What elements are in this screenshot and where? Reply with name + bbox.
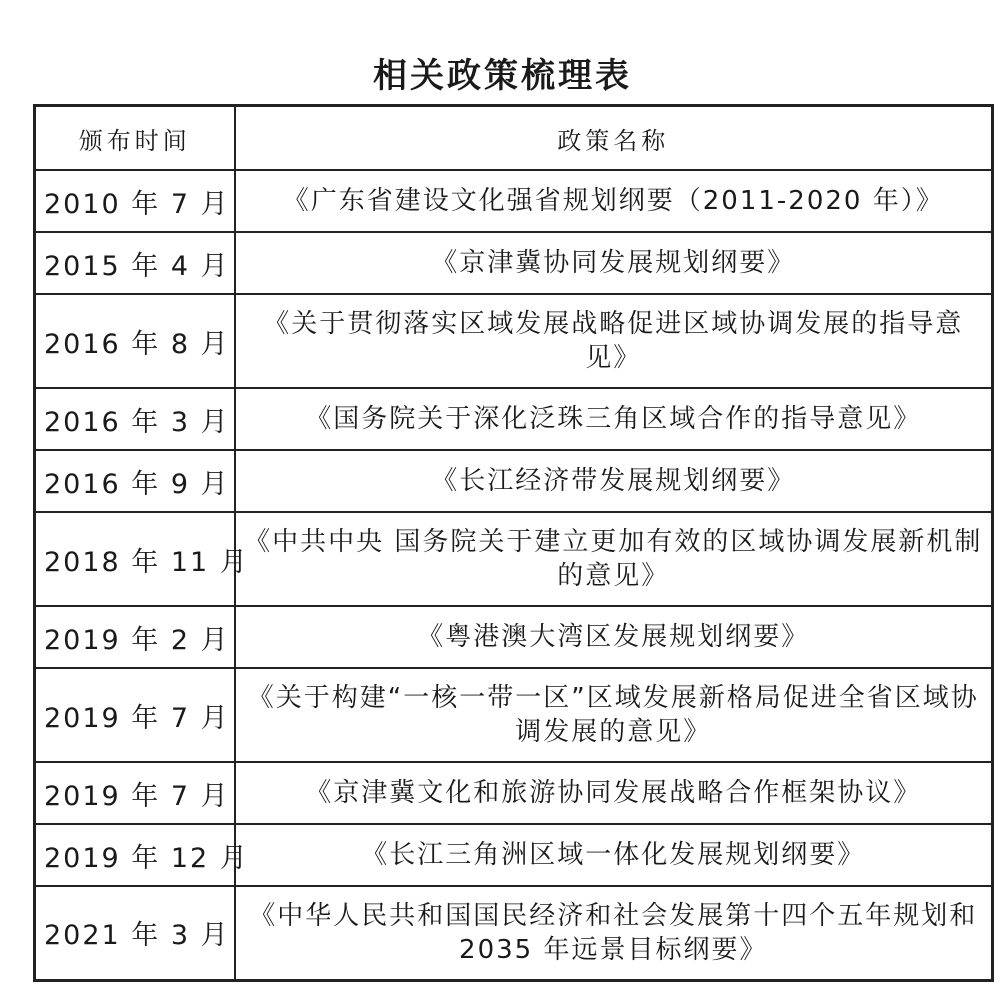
header-date: 颁布时间 bbox=[35, 106, 235, 171]
cell-policy-name: 《关于构建“一核一带一区”区域发展新格局促进全省区域协调发展的意见》 bbox=[235, 668, 993, 762]
table-row bbox=[35, 450, 993, 512]
table-header-row bbox=[35, 106, 993, 171]
cell-policy-name: 《京津冀文化和旅游协同发展战略合作框架协议》 bbox=[235, 762, 993, 824]
page-title: 相关政策梳理表 bbox=[373, 56, 632, 96]
cell-date: 2019 年 7 月 bbox=[35, 762, 235, 824]
table-row bbox=[35, 294, 993, 388]
cell-date: 2019 年 2 月 bbox=[35, 606, 235, 668]
cell-date: 2016 年 9 月 bbox=[35, 450, 235, 512]
cell-policy-name: 《关于贯彻落实区域发展战略促进区域协调发展的指导意见》 bbox=[235, 294, 993, 388]
table-row bbox=[35, 388, 993, 450]
table-row bbox=[35, 512, 993, 606]
cell-policy-name: 《京津冀协同发展规划纲要》 bbox=[235, 232, 993, 294]
policy-table bbox=[33, 104, 994, 982]
table-row bbox=[35, 824, 993, 886]
cell-date: 2019 年 7 月 bbox=[35, 668, 235, 762]
cell-date: 2016 年 3 月 bbox=[35, 388, 235, 450]
cell-date: 2010 年 7 月 bbox=[35, 170, 235, 232]
cell-date: 2018 年 11 月 bbox=[35, 512, 235, 606]
cell-date: 2021 年 3 月 bbox=[35, 886, 235, 980]
cell-date: 2016 年 8 月 bbox=[35, 294, 235, 388]
table-row bbox=[35, 170, 993, 232]
cell-policy-name: 《国务院关于深化泛珠三角区域合作的指导意见》 bbox=[235, 388, 993, 450]
cell-policy-name: 《长江三角洲区域一体化发展规划纲要》 bbox=[235, 824, 993, 886]
table-row bbox=[35, 606, 993, 668]
cell-policy-name: 《长江经济带发展规划纲要》 bbox=[235, 450, 993, 512]
cell-policy-name: 《粤港澳大湾区发展规划纲要》 bbox=[235, 606, 993, 668]
header-policy-name: 政策名称 bbox=[235, 106, 993, 171]
table-body bbox=[35, 170, 993, 980]
cell-policy-name: 《广东省建设文化强省规划纲要（2011-2020 年）》 bbox=[235, 170, 993, 232]
table-row bbox=[35, 668, 993, 762]
cell-date: 2015 年 4 月 bbox=[35, 232, 235, 294]
table-row bbox=[35, 232, 993, 294]
cell-date: 2019 年 12 月 bbox=[35, 824, 235, 886]
table-row bbox=[35, 762, 993, 824]
cell-policy-name: 《中华人民共和国国民经济和社会发展第十四个五年规划和 2035 年远景目标纲要》 bbox=[235, 886, 993, 980]
cell-policy-name: 《中共中央 国务院关于建立更加有效的区域协调发展新机制的意见》 bbox=[235, 512, 993, 606]
table-row bbox=[35, 886, 993, 980]
